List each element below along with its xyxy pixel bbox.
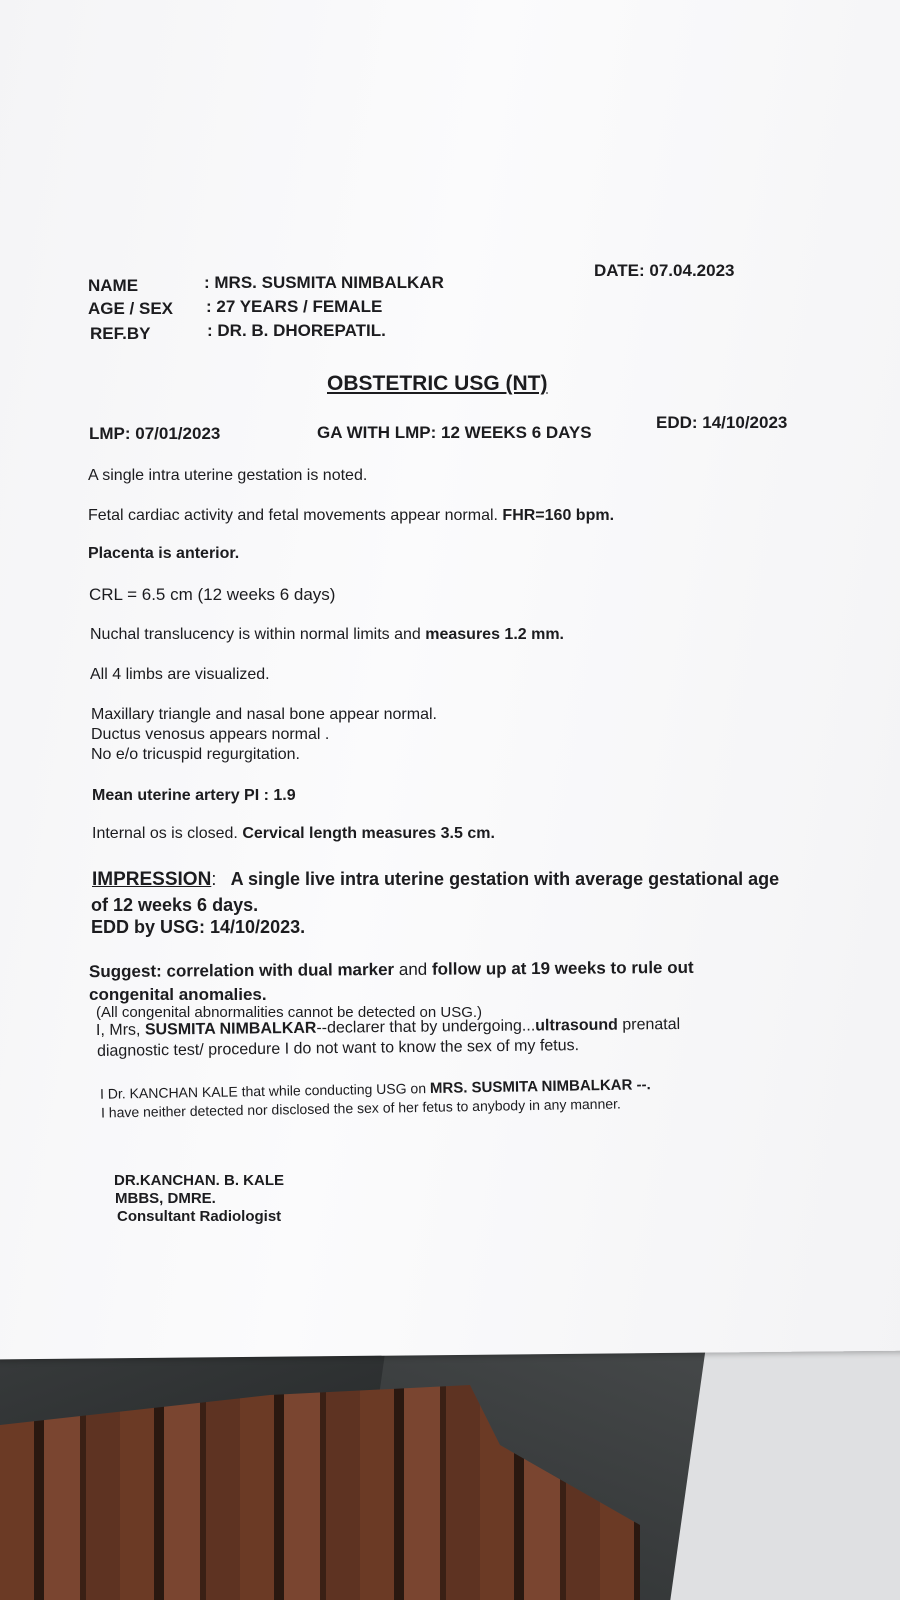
age-value: : 27 YEARS / FEMALE <box>206 297 383 316</box>
suggest-text-b: follow up at 19 weeks to rule out <box>431 957 694 979</box>
lmp-date: LMP: 07/01/2023 <box>89 424 221 443</box>
declaration-prenatal: prenatal <box>622 1015 681 1034</box>
doctor-declaration-patient: MRS. SUSMITA NIMBALKAR --. <box>429 1076 651 1098</box>
finding-internal-os <box>92 825 495 843</box>
nuchal-measure: measures 1.2 mm. <box>425 626 564 643</box>
impression-text-1: A single live intra uterine gestation with average gestational age <box>230 869 780 889</box>
cervical-length: Cervical length measures 3.5 cm. <box>242 825 495 842</box>
finding-maxillary: Maxillary triangle and nasal bone appear normal. <box>91 706 437 723</box>
nuchal-text: Nuchal translucency is within normal limits and <box>90 626 421 643</box>
finding-nuchal <box>90 626 564 644</box>
name-label: NAME <box>88 276 139 295</box>
signature-name: DR.KANCHAN. B. KALE <box>114 1172 284 1189</box>
suggest-line-2: congenital anomalies. <box>89 985 267 1004</box>
declaration-patient-2: diagnostic test/ procedure I do not want to know the sex of my fetus. <box>96 1037 580 1060</box>
ref-value: : DR. B. DHOREPATIL. <box>207 321 386 340</box>
impression-line-3: EDD by USG: 14/10/2023. <box>91 917 306 937</box>
doctor-declaration-text: I Dr. KANCHAN KALE that while conducting USG on <box>99 1080 427 1102</box>
declaration-text: --declarer that by undergoing... <box>316 1017 536 1037</box>
impression-colon: : <box>211 869 217 889</box>
os-text: Internal os is closed. <box>92 825 238 842</box>
signature-degree: MBBS, DMRE. <box>115 1190 216 1207</box>
suggest-text-a: Suggest: correlation with dual marker <box>88 959 395 982</box>
report-date: DATE: 07.04.2023 <box>594 261 735 280</box>
finding-placenta: Placenta is anterior. <box>88 545 240 562</box>
name-value: : MRS. SUSMITA NIMBALKAR <box>204 273 444 292</box>
cardiac-text: Fetal cardiac activity and fetal movements appear normal. <box>88 507 498 524</box>
impression-label: IMPRESSION <box>92 869 212 890</box>
impression-line-1 <box>92 869 779 891</box>
finding-uterine-pi: Mean uterine artery PI : 1.9 <box>92 787 296 804</box>
finding-crl: CRL = 6.5 cm (12 weeks 6 days) <box>89 585 336 604</box>
edd-date: EDD: 14/10/2023 <box>656 413 788 432</box>
suggest-line-1 <box>89 958 694 982</box>
suggest-note: (All congenital abnormalities cannot be detected on USG.) <box>96 1004 483 1021</box>
declaration-doctor-2: I have neither detected nor disclosed the sex of her fetus to anybody in any manner. <box>100 1095 621 1121</box>
declaration-ultrasound: ultrasound <box>535 1016 618 1035</box>
declaration-patient-name: SUSMITA NIMBALKAR <box>144 1019 317 1039</box>
report-title: OBSTETRIC USG (NT) <box>327 372 548 395</box>
finding-gestation: A single intra uterine gestation is noted. <box>88 467 368 484</box>
finding-ductus: Ductus venosus appears normal . <box>91 726 330 743</box>
ref-label: REF.BY <box>90 324 151 343</box>
finding-tricuspid: No e/o tricuspid regurgitation. <box>91 746 300 763</box>
age-label: AGE / SEX <box>88 299 174 318</box>
fhr-value: FHR=160 bpm. <box>502 507 615 524</box>
signature-title: Consultant Radiologist <box>117 1208 282 1225</box>
suggest-and: and <box>398 959 428 979</box>
declaration-prefix: I, Mrs, <box>95 1021 141 1040</box>
gestational-age: GA WITH LMP: 12 WEEKS 6 DAYS <box>317 423 592 442</box>
finding-cardiac <box>88 507 614 525</box>
finding-limbs: All 4 limbs are visualized. <box>90 666 270 683</box>
impression-line-2: of 12 weeks 6 days. <box>91 895 259 915</box>
